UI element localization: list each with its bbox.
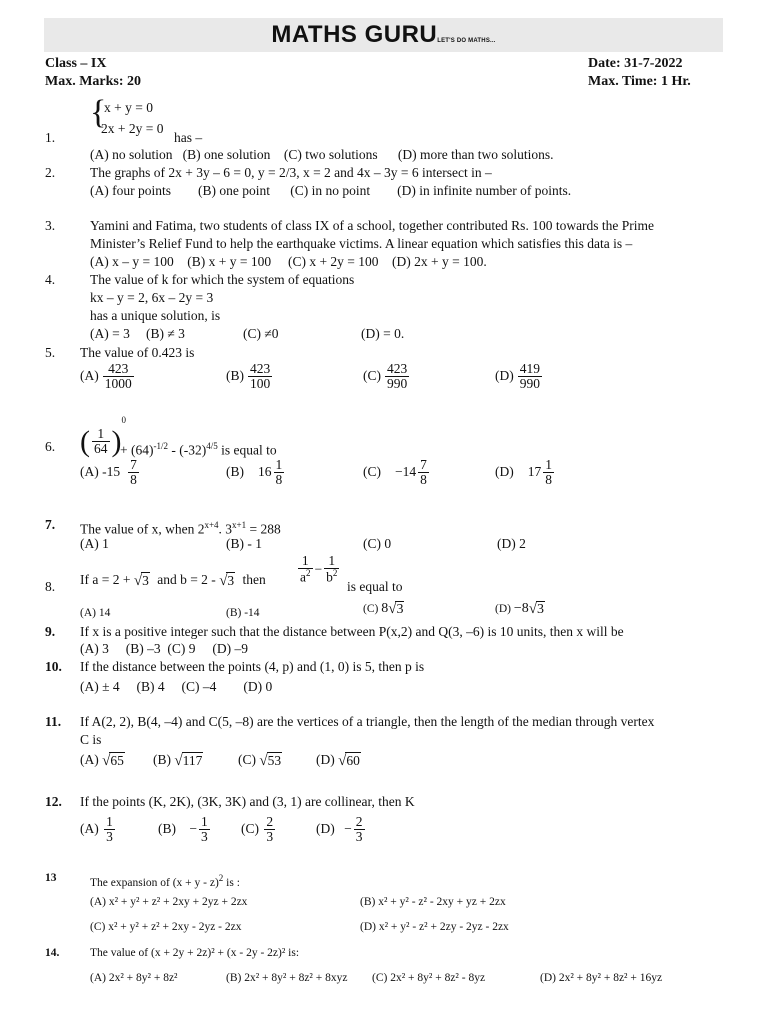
q8-option-c-label: (C) (363, 603, 379, 616)
q12-option-d (316, 815, 367, 844)
q6-option-c (363, 458, 431, 487)
q5-d-denominator: 990 (519, 376, 540, 392)
q7-exp1: x+4 (204, 520, 219, 530)
q14-stem: The value of (x + 2y + 2z)² + (x - 2y - 2z)² is: (90, 947, 300, 959)
q13-stem-a: The expansion of (x + y - z) (90, 876, 219, 889)
q12-option-c (241, 815, 277, 844)
q6-option-d (495, 458, 556, 487)
q1-stem: has – (174, 130, 203, 145)
q2-stem: The graphs of 2x + 3y – 6 = 0, y = 2/3, x = 2 and 4x – 3y = 6 intersect in – (90, 165, 492, 180)
q2-options: (A) four points (B) one point (C) in no point (D) in infinite number of points. (90, 183, 572, 198)
sqrt-3-a: √3 (133, 572, 149, 589)
q5-b-numerator: 423 (250, 361, 271, 376)
q5-b-denominator: 100 (250, 376, 271, 392)
q11-d-rad: 60 (346, 752, 360, 768)
q5-a-numerator: 423 (103, 362, 134, 377)
q11-option-a: (A) √65 (80, 752, 124, 769)
q8-option-d-label: (D) (495, 603, 511, 616)
q12-c-denominator: 3 (266, 829, 274, 845)
q8-option-a: (A) 14 (80, 607, 111, 619)
q13-option-a: (A) x² + y² + z² + 2xy + 2yz + 2zx (90, 896, 248, 908)
q14-option-c: (C) 2x² + 8y² + 8z² - 8yz (372, 972, 486, 984)
q5-c-numerator: 423 (387, 361, 408, 376)
q8-f1-denominator (298, 569, 313, 585)
q13-number: 13 (45, 872, 57, 884)
q11-option-d-label: (D) (316, 752, 335, 767)
q8-f2-denominator (324, 569, 339, 585)
q10-stem: If the distance between the points (4, p) and (1, 0) is 5, then p is (80, 659, 425, 674)
q6-c-denominator: 8 (420, 472, 427, 488)
q7-option-d: (D) 2 (497, 536, 526, 551)
q9-options: (A) 3 (B) –3 (C) 9 (D) –9 (80, 641, 248, 656)
q4-number: 4. (45, 272, 56, 287)
q3-line2: Minister’s Relief Fund to help the earthquake victims. A linear equation which satisfies this data is – (90, 236, 633, 251)
q5-option-c-label: (C) (363, 367, 381, 383)
q8-stem-a: If a = 2 + (80, 572, 131, 587)
q9-stem: If x is a positive integer such that the distance between P(x,2) and Q(3, –6) is 10 units, then x will be (80, 624, 624, 639)
q6-a-numerator: 7 (130, 457, 137, 472)
q12-a-denominator: 3 (106, 829, 113, 845)
q13-stem-exp: 2 (218, 873, 224, 883)
q8-c-coef: 8 (381, 601, 389, 617)
q6-frac-numerator: 1 (92, 427, 110, 442)
q13-option-c: (C) x² + y² + z² + 2xy - 2yz - 2zx (90, 921, 242, 933)
q6-mid2: - (-32) (167, 442, 207, 458)
q5-option-a (80, 362, 136, 391)
q11-option-c: (C) √53 (238, 752, 282, 769)
q12-option-b-label: (B) (158, 820, 176, 836)
q7-stem-c: = 288 (246, 521, 281, 537)
q7-stem (80, 517, 281, 538)
q6-d-whole: 17 (527, 463, 542, 479)
q6-option-a-label: (A) -15 (80, 463, 121, 479)
q6-exp0: 0 (121, 415, 126, 425)
q12-a-numerator: 1 (106, 814, 113, 829)
q7-stem-b: . 3 (218, 521, 233, 537)
q8-d-coef: −8 (513, 601, 529, 617)
q8-option-c: (C) 8√3 (363, 601, 404, 617)
q11-option-b-label: (B) (153, 752, 171, 767)
q3-line1: Yamini and Fatima, two students of class IX of a school, together contributed Rs. 100 towards the Prime (90, 218, 655, 233)
q11-a-rad: 65 (110, 752, 124, 768)
q6-option-b (226, 458, 286, 487)
q1-eq1: x + y = 0 (104, 100, 153, 115)
q5-a-denominator: 1000 (104, 376, 132, 392)
q12-b-numerator: 1 (201, 814, 208, 829)
q6-d-denominator: 8 (545, 472, 552, 488)
q6-mid: + (64) (120, 442, 154, 458)
q12-d-sign: − (344, 820, 352, 836)
q5-option-d-label: (D) (495, 367, 514, 383)
q13-option-b: (B) x² + y² - z² - 2xy + yz + 2zx (360, 896, 506, 908)
q8-f1-numerator: 1 (298, 554, 313, 569)
q4-option-c: (C) ≠0 (243, 326, 279, 341)
q11-b-rad: 117 (182, 752, 203, 768)
q6-option-c-label: (C) (363, 463, 381, 479)
sqrt-3-b: √3 (219, 572, 235, 589)
q6-option-b-label: (B) (226, 463, 244, 479)
q8-f2-numerator: 1 (324, 554, 339, 569)
q14-option-b: (B) 2x² + 8y² + 8z² + 8xyz (226, 972, 348, 984)
q8-stem (80, 572, 266, 589)
q8-option-b: (B) -14 (226, 607, 260, 619)
q12-b-sign: − (189, 820, 197, 836)
q8-c-rad: 3 (396, 602, 404, 617)
q11-line2: C is (80, 732, 102, 747)
q14-option-a: (A) 2x² + 8y² + 8z² (90, 972, 178, 984)
q6-d-numerator: 1 (545, 457, 552, 472)
title-bar (44, 18, 723, 52)
q12-d-denominator: 3 (355, 829, 363, 845)
q11-c-rad: 53 (267, 752, 282, 768)
q6-b-denominator: 8 (275, 472, 283, 488)
q14-option-d: (D) 2x² + 8y² + 8z² + 16yz (540, 972, 663, 984)
date-label: Date: 31-7-2022 (588, 56, 683, 71)
q5-option-b (226, 362, 274, 391)
max-marks-label: Max. Marks: 20 (45, 74, 142, 89)
title-text: MATHS GURU (271, 21, 438, 48)
q6-exp2: 4/5 (206, 441, 218, 451)
q9-number: 9. (45, 624, 56, 639)
q8-rad-a: 3 (142, 572, 149, 588)
q7-option-c: (C) 0 (363, 536, 392, 551)
q12-option-b (158, 815, 212, 844)
q13-option-d: (D) x² + y² - z² + 2zy - 2yz - 2zx (360, 921, 509, 933)
q6-b-numerator: 1 (275, 457, 283, 472)
q11-number: 11. (45, 714, 62, 729)
max-time-label: Max. Time: 1 Hr. (588, 74, 691, 89)
q8-number: 8. (45, 579, 56, 594)
q7-option-a: (A) 1 (80, 536, 109, 551)
q8-d-rad: 3 (536, 602, 544, 617)
q8-f2-square: 2 (332, 568, 338, 579)
q11-option-d: (D) √60 (316, 752, 360, 769)
q6-c-whole: −14 (395, 463, 417, 479)
q5-d-numerator: 419 (519, 361, 540, 376)
q12-option-a-label: (A) (80, 820, 99, 836)
q8-fraction-expr: $\frac{1}{a^2}$ − $\frac{1}{b^2}$ (300, 553, 338, 585)
q12-b-denominator: 3 (201, 829, 208, 845)
q8-stem-end: is equal to (347, 579, 403, 594)
q7-exp2: x+1 (232, 520, 247, 530)
q8-f2-den-letter: b (326, 569, 333, 585)
q12-number: 12. (45, 794, 62, 809)
page-title (44, 21, 723, 49)
q8-rad-b: 3 (227, 572, 235, 588)
q4-option-a: (A) = 3 (90, 326, 130, 341)
q6-expression-frac: ( $\frac{1}{64}$ )$^0$ (80, 415, 126, 458)
q6-exp1: -1/2 (153, 441, 168, 451)
q3-number: 3. (45, 218, 56, 233)
q12-option-a (80, 815, 117, 844)
q4-line2: kx – y = 2, 6x – 2y = 3 (90, 290, 214, 305)
q6-expression (120, 438, 277, 459)
q8-stem-b: and b = 2 - (157, 572, 216, 587)
q10-number: 10. (45, 659, 62, 674)
q12-option-c-label: (C) (241, 820, 259, 836)
q14-number: 14. (45, 947, 60, 959)
q5-c-denominator: 990 (387, 376, 408, 392)
q11-option-c-label: (C) (238, 752, 256, 767)
q5-option-d (495, 362, 544, 391)
q1-eq2: 2x + 2y = 0 (101, 121, 164, 136)
q4-line1: The value of k for which the system of equations (90, 272, 355, 287)
q8-option-d: (D) −8√3 (495, 601, 544, 617)
q6-frac-denominator: 64 (94, 441, 108, 457)
q6-number: 6. (45, 439, 56, 454)
q8-f1-square: 2 (306, 568, 311, 579)
q11-line1: If A(2, 2), B(4, –4) and C(5, –8) are the vertices of a triangle, then the length of the median through vertex (80, 714, 655, 729)
q5-number: 5. (45, 345, 56, 360)
q7-option-b: (B) - 1 (226, 536, 262, 551)
q8-f1-den-letter: a (300, 569, 306, 585)
q6-end: is equal to (217, 442, 277, 458)
q6-b-whole: 16 (258, 463, 272, 479)
q4-option-d: (D) = 0. (361, 326, 405, 341)
q5-stem: The value of 0.423 is (80, 345, 195, 360)
q6-option-a (80, 458, 141, 487)
q12-option-d-label: (D) (316, 820, 335, 836)
q1-options: (A) no solution (B) one solution (C) two solutions (D) more than two solutions. (90, 147, 554, 162)
q10-options: (A) ± 4 (B) 4 (C) –4 (D) 0 (80, 679, 273, 694)
q3-options: (A) x – y = 100 (B) x + y = 100 (C) x + 2y = 100 (D) 2x + y = 100. (90, 254, 487, 269)
q4-line3: has a unique solution, is (90, 308, 221, 323)
q12-stem: If the points (K, 2K), (3K, 3K) and (3, 1) are collinear, then K (80, 794, 415, 809)
q12-c-numerator: 2 (266, 814, 274, 829)
q8-stem-c: then (242, 572, 266, 587)
q6-a-denominator: 8 (130, 472, 137, 488)
q2-number: 2. (45, 165, 56, 180)
q7-stem-a: The value of x, when 2 (80, 521, 205, 537)
q6-option-d-label: (D) (495, 463, 514, 479)
q7-number: 7. (45, 517, 56, 532)
q11-option-b: (B) √117 (153, 752, 203, 769)
q5-option-b-label: (B) (226, 367, 244, 383)
q12-d-numerator: 2 (355, 814, 363, 829)
q13-stem (90, 871, 240, 890)
q5-option-a-label: (A) (80, 367, 99, 383)
q11-option-a-label: (A) (80, 752, 99, 767)
q13-stem-b: is : (223, 876, 240, 889)
q4-option-b: (B) ≠ 3 (146, 326, 185, 341)
q1-number: 1. (45, 130, 56, 145)
class-label: Class – IX (45, 56, 107, 71)
q6-c-numerator: 7 (420, 457, 427, 472)
q5-option-c (363, 362, 411, 391)
tagline: LET'S DO MATHS... (437, 38, 496, 44)
q1-brace: { (90, 94, 107, 131)
